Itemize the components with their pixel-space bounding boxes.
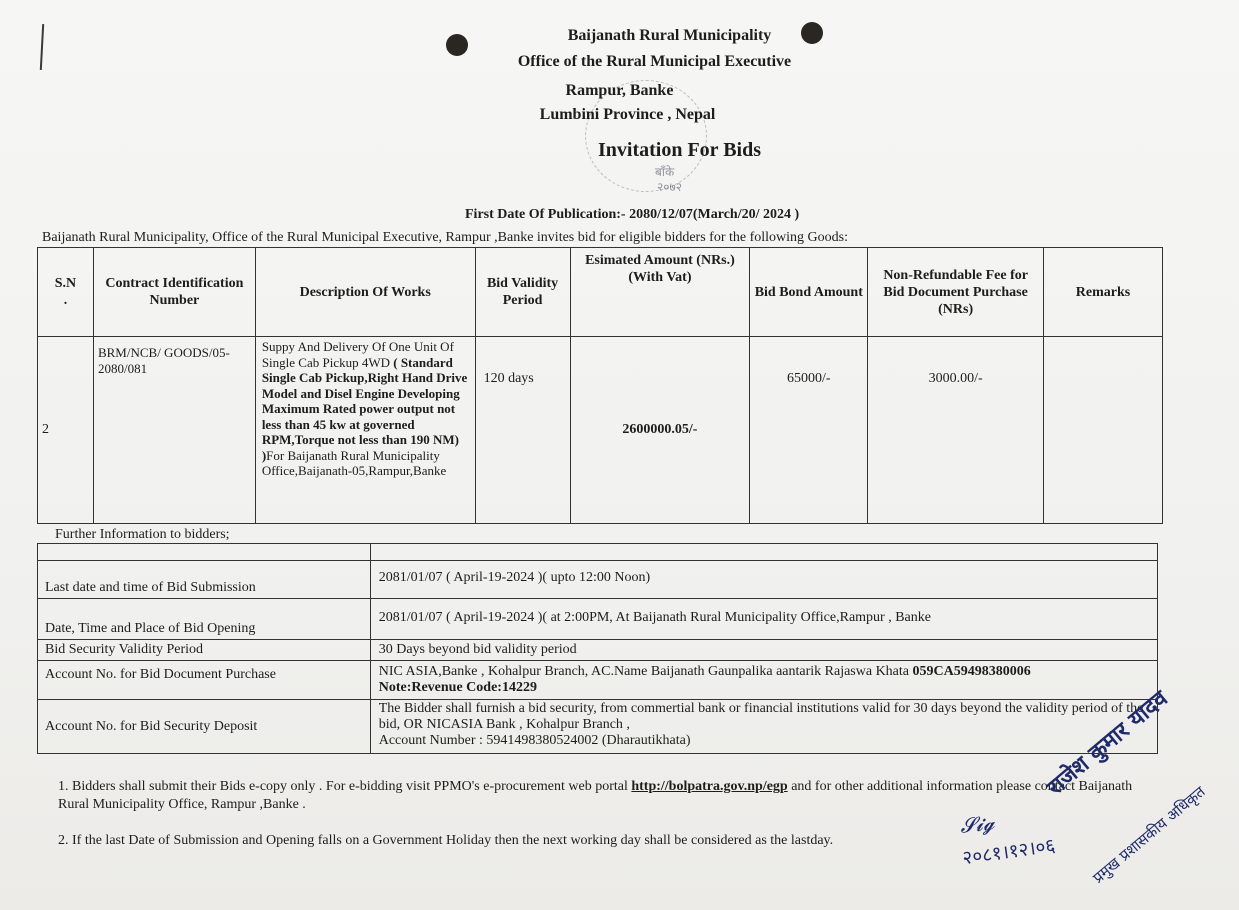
header-description: Description Of Works <box>255 248 475 337</box>
header-validity: Bid Validity Period <box>475 248 570 337</box>
info-value <box>370 700 1157 754</box>
page-title: Invitation For Bids <box>598 139 761 161</box>
security-deposit-text: The Bidder shall furnish a bid security, from commertial bank or financial institutions valid for 30 days beyond the validity period of the bid, OR NICASIA Bank , Kohalpur Branch , <box>378 701 1144 732</box>
info-value: 2081/01/07 ( April-19-2024 )( at 2:00PM, At Baijanath Rural Municipality Office,Rampur , Banke <box>370 599 1157 640</box>
header-office: Office of the Rural Municipal Executive <box>517 53 792 70</box>
seal-year: २०७२ <box>657 180 682 194</box>
cell-bond: 65000/- <box>750 337 868 524</box>
cell-validity: 120 days <box>475 337 570 524</box>
table-row <box>38 337 1163 524</box>
info-label: Date, Time and Place of Bid Opening <box>38 599 371 640</box>
header-remarks: Remarks <box>1044 248 1163 337</box>
header-contract: Contract Identification Number <box>93 248 255 337</box>
header-estimate: Esimated Amount (NRs.)(With Vat) <box>570 248 750 337</box>
desc-location: For Baijanath Rural Municipality Office,Baijanath-05,Rampur,Banke <box>261 447 447 478</box>
seal-place: बाँके <box>655 165 675 179</box>
bid-table-header <box>38 248 1163 337</box>
cell-sn: 2 <box>38 337 94 524</box>
info-label: Account No. for Bid Document Purchase <box>38 661 371 700</box>
account-number: 059CA59498380006 <box>912 664 1031 679</box>
info-label: Last date and time of Bid Submission <box>38 561 371 599</box>
note-1-contact: and for other additional information please contact Baijanath Rural Municipality Office, Rampur ,Banke . <box>58 779 1133 812</box>
header-province: Lumbini Province , Nepal <box>539 106 716 123</box>
cell-contract: BRM/NCB/ GOODS/05-2080/081 <box>93 337 255 524</box>
signature-date: २०८१।१२।०६ <box>961 834 1057 870</box>
intro-text: Baijanath Rural Municipality, Office of the Rural Municipal Executive, Rampur ,Banke invites bid for eligible bidders for the following Goods: <box>42 230 848 245</box>
header-bond: Bid Bond Amount <box>750 248 868 337</box>
officer-name-stamp: राजेश कुमार यादव <box>1042 686 1173 801</box>
bolpatra-link[interactable]: http://bolpatra.gov.np/egp <box>631 779 788 794</box>
officer-designation-stamp: प्रमुख प्रशासकीय अधिकृत <box>1089 782 1209 887</box>
header-municipality: Baijanath Rural Municipality <box>567 27 772 44</box>
info-value <box>370 661 1157 700</box>
table-row <box>38 599 1158 640</box>
desc-specs: ( Standard Single Cab Pickup,Right Hand Drive Model and Disel Engine Developing Maximum Rated power output not less than 45 kw at governed RPM,Torque not less than 190 NM) ) <box>261 354 468 463</box>
note-2: 2. If the last Date of Submission and Opening falls on a Government Holiday then the next working day shall be considered as the lastday. <box>58 833 834 848</box>
note-1 <box>58 778 1148 814</box>
revenue-code-note: Note:Revenue Code:14229 <box>378 680 537 695</box>
publication-date: First Date Of Publication:- 2080/12/07(March/20/ 2024 ) <box>465 207 800 222</box>
cell-estimate: 2600000.05/- <box>570 337 750 524</box>
table-row <box>38 661 1158 700</box>
cell-fee: 3000.00/- <box>868 337 1044 524</box>
header-fee: Non-Refundable Fee for Bid Document Purchase (NRs) <box>868 248 1044 337</box>
info-label: Account No. for Bid Security Deposit <box>38 700 371 754</box>
signature: 𝓢𝓲𝓰 <box>958 810 996 838</box>
info-value: 2081/01/07 ( April-19-2024 )( upto 12:00 Noon) <box>370 561 1157 599</box>
blank-cell <box>38 544 371 561</box>
table-row <box>38 700 1158 754</box>
account-details: NIC ASIA,Banke , Kohalpur Branch, AC.Name Baijanath Gaunpalika aantarik Rajaswa Khata <box>378 664 910 679</box>
info-value: 30 Days beyond bid validity period <box>370 640 1157 661</box>
bid-table <box>37 247 1163 524</box>
desc-text: Suppy And Delivery Of One Unit Of Single Cab Pickup 4WD <box>261 339 454 370</box>
table-row <box>38 640 1158 661</box>
cell-description <box>255 337 475 524</box>
table-row <box>38 561 1158 599</box>
header-location: Rampur, Banke <box>565 82 674 99</box>
info-table <box>37 543 1158 754</box>
header-sn <box>38 248 94 337</box>
header-sn-dot: . <box>63 293 68 308</box>
note-1-text: 1. Bidders shall submit their Bids e-copy only . For e-bidding visit PPMO's e-procurement web portal <box>58 779 628 794</box>
blank-cell <box>370 544 1157 561</box>
cell-remarks <box>1044 337 1163 524</box>
header-sn-label: S.N <box>54 276 77 291</box>
info-label: Bid Security Validity Period <box>38 640 371 661</box>
further-info-label: Further Information to bidders; <box>55 527 230 542</box>
info-table-blank-row <box>38 544 1158 561</box>
security-account-number: Account Number : 5941498380524002 (Dharautikhata) <box>378 733 691 748</box>
